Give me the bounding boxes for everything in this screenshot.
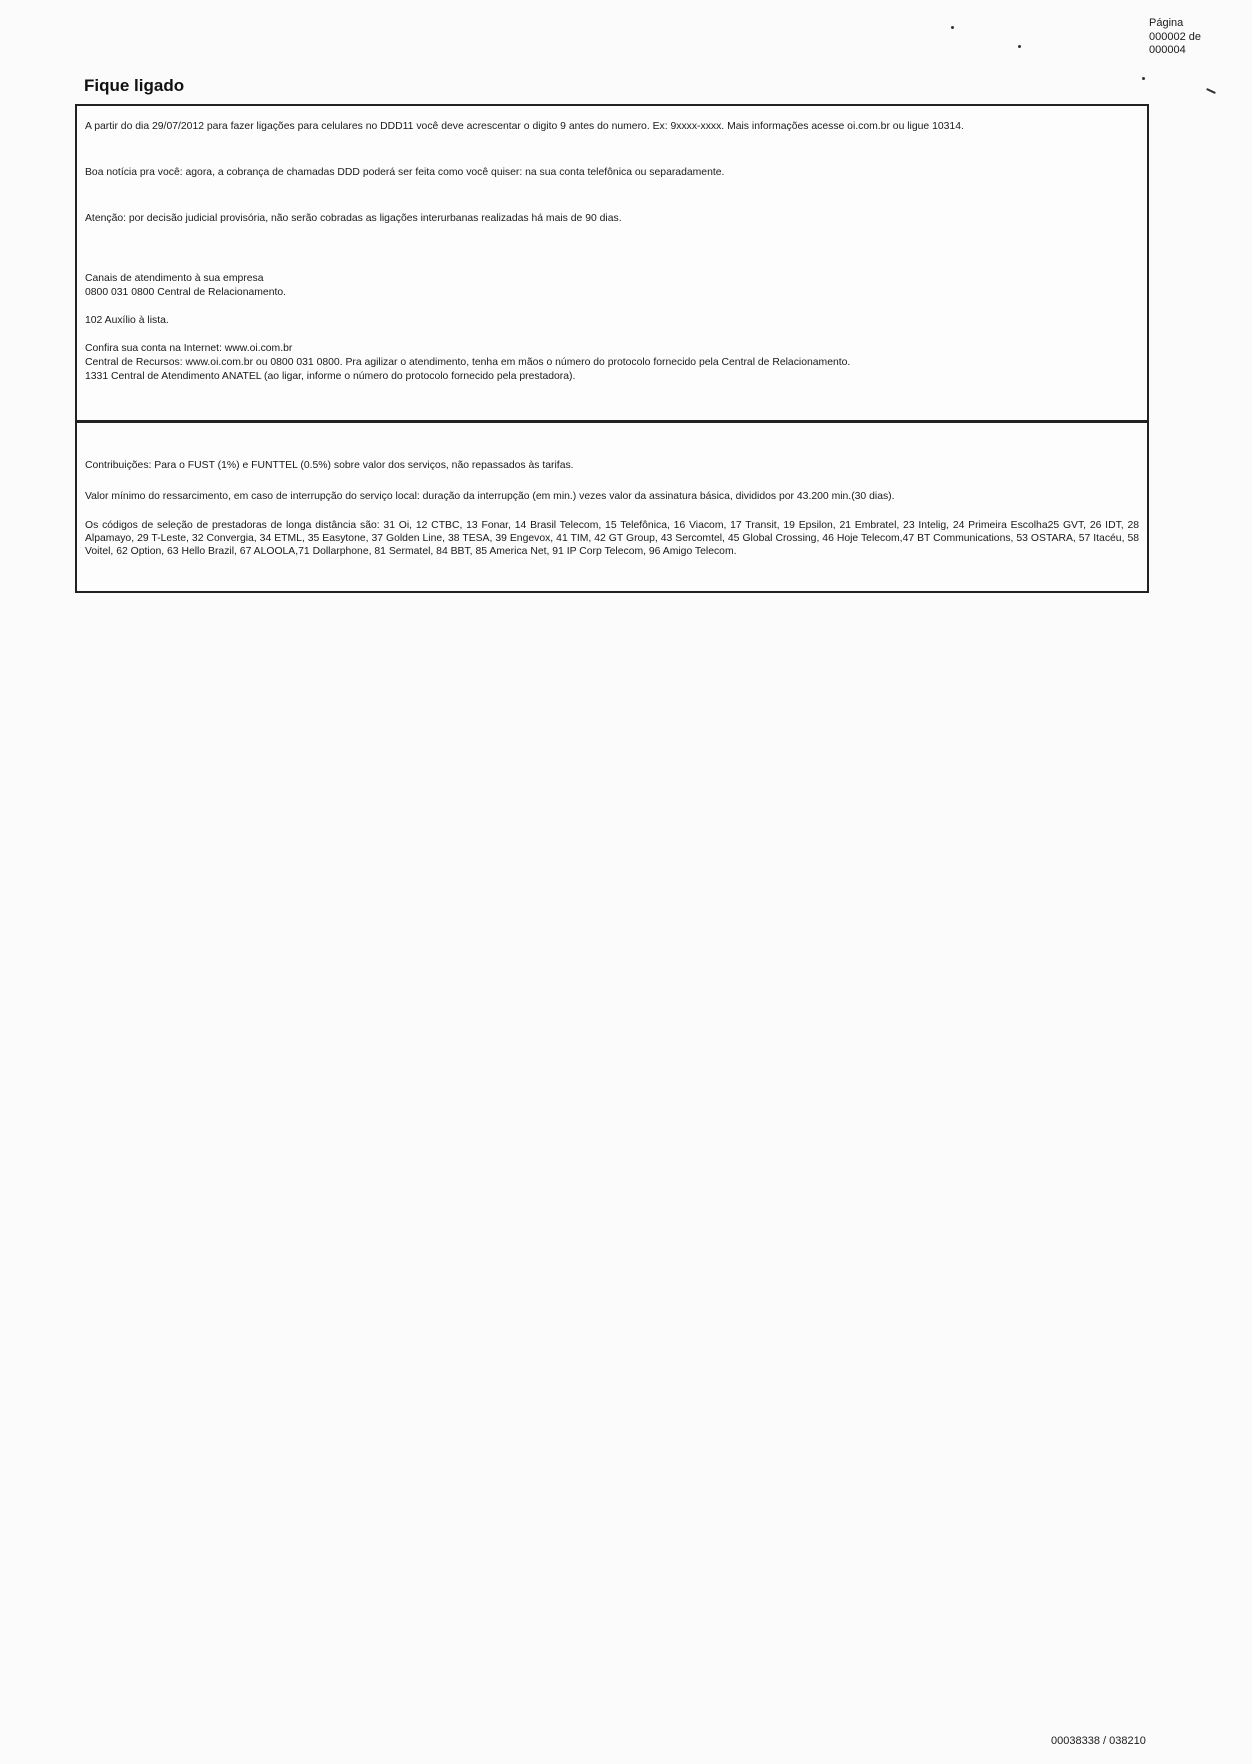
page-label: Página	[1149, 17, 1184, 29]
ddd-billing-notice: Boa notícia pra você: agora, a cobrança de chamadas DDD poderá ser feita como você quiser: na sua conta telefônica ou separadamente.	[85, 167, 725, 178]
reimbursement-line: Valor mínimo do ressarcimento, em caso de interrupção do serviço local: duração da interrupção (em min.) vezes valor da assinatura básica, divididos por 43.200 min.(30 dias).	[85, 491, 895, 502]
contributions-line: Contribuições: Para o FUST (1%) e FUNTTEL (0.5%) sobre valor dos serviços, não repassados às tarifas.	[85, 460, 574, 471]
carrier-codes-paragraph: Os códigos de seleção de prestadoras de longa distância são: 31 Oi, 12 CTBC, 13 Fonar, 14 Brasil Telecom, 15 Telefônica, 16 Viacom, 17 Transit, 19 Epsilon, 21 Embratel, 23 Intelig, 24 Primeira Escolha25 GVT, 26 IDT, 28 Alpamayo, 29 T-Leste, 32 Convergia, 34 ETML, 35 Easytone, 37 Golden Line, 38 TESA, 39 Engevox, 41 TIM, 42 GT Group, 43 Sercomtel, 45 Global Crossing, 46 Hoje Telecom,47 BT Communications, 53 OSTARA, 57 Itacéu, 58 Voitel, 62 Option, 63 Hello Brazil, 67 ALOOLA,71 Dollarphone, 81 Sermatel, 84 BBT, 85 America Net, 91 IP Corp Telecom, 96 Amigo Telecom.	[85, 520, 1139, 557]
service-channels-heading: Canais de atendimento à sua empresa	[85, 273, 264, 284]
ddd11-notice: A partir do dia 29/07/2012 para fazer ligações para celulares no DDD11 você deve acrescentar o digito 9 antes do numero. Ex: 9xxxx-xxxx. Mais informações acesse oi.com.br ou ligue 10314.	[85, 121, 964, 132]
scan-speck	[1018, 45, 1021, 48]
scan-speck	[1206, 88, 1216, 94]
page-indicator	[1149, 17, 1201, 58]
document-code: 00038338 / 038210	[1051, 1735, 1146, 1747]
appeals-center-line: Central de Recursos: www.oi.com.br ou 0800 031 0800. Pra agilizar o atendimento, tenha em mãos o número do protocolo fornecido pela Central de Relacionamento.	[85, 357, 851, 368]
scan-speck	[951, 26, 954, 29]
page-total: 000004	[1149, 44, 1186, 56]
notices-box	[75, 104, 1149, 422]
relationship-center-line: 0800 031 0800 Central de Relacionamento.	[85, 287, 287, 298]
anatel-line: 1331 Central de Atendimento ANATEL (ao ligar, informe o número do protocolo fornecido pela prestadora).	[85, 371, 576, 382]
internet-bill-line: Confira sua conta na Internet: www.oi.com.br	[85, 343, 293, 354]
page-number: 000002 de	[1149, 30, 1201, 43]
directory-assistance-line: 102 Auxílio à lista.	[85, 315, 169, 326]
section-title: Fique ligado	[84, 76, 185, 95]
info-box	[75, 421, 1149, 593]
judicial-notice: Atenção: por decisão judicial provisória, não serão cobradas as ligações interurbanas realizadas há mais de 90 dias.	[85, 213, 622, 224]
scan-speck	[1142, 77, 1145, 80]
